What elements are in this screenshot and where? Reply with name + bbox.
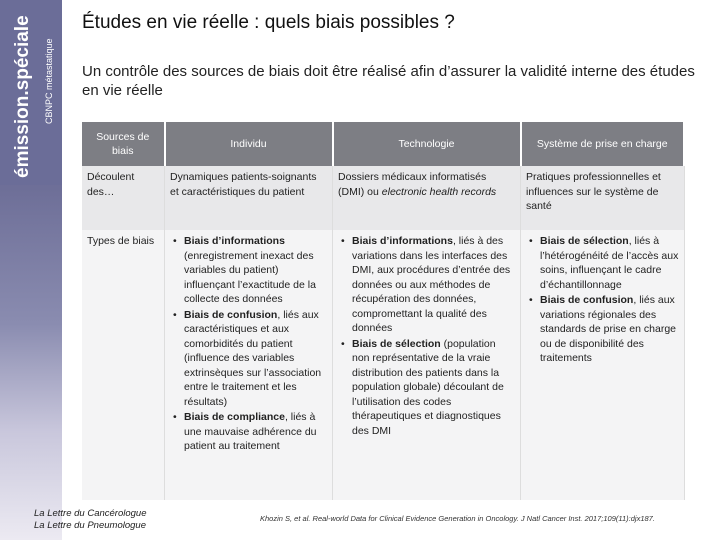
bias-description: , liés aux caractéristiques et aux comorbidités du patient (influence des variables extrinsèques sur l’association entre le traitement et les résultats) bbox=[184, 308, 322, 408]
bias-list bbox=[338, 234, 515, 438]
header-technologie: Technologie bbox=[333, 122, 521, 166]
list-item bbox=[526, 293, 679, 366]
cell-text: Dossiers médicaux informatisés (DMI) ou bbox=[338, 171, 487, 198]
cell-technologie bbox=[333, 166, 521, 230]
bias-list bbox=[170, 234, 327, 454]
cell-text-italic: electronic health records bbox=[381, 185, 497, 198]
list-item bbox=[170, 410, 327, 454]
table-header-row bbox=[82, 122, 684, 166]
bias-description: , liés à des variations dans les interfaces des DMI, aux procédures d’entrée des données ou aux méthodes de récupération des données, compromettant la qualité des données bbox=[352, 235, 511, 334]
bias-name: Biais de confusion bbox=[184, 308, 278, 321]
row-label: Découlent des… bbox=[82, 166, 165, 230]
cell-systeme: Pratiques professionnelles et influences sur le système de santé bbox=[521, 166, 685, 230]
table-row bbox=[82, 230, 684, 500]
page-subtitle: Un contrôle des sources de biais doit être réalisé afin d’assurer la validité interne des études en vie réelle bbox=[82, 63, 695, 99]
header-systeme: Système de prise en charge bbox=[521, 122, 685, 166]
cell-individu: Dynamiques patients-soignants et caractéristiques du patient bbox=[165, 166, 333, 230]
cell-technologie bbox=[333, 230, 521, 500]
svg-text:CBNPC métastatique: CBNPC métastatique bbox=[44, 38, 54, 124]
bias-description: , liés à une mauvaise adhérence du patient au traitement bbox=[184, 411, 317, 452]
bias-list bbox=[526, 234, 679, 366]
page-title: Études en vie réelle : quels biais possibles ? bbox=[82, 12, 455, 33]
bias-name: Biais de sélection bbox=[540, 235, 629, 247]
footer-reference: Khozin S, et al. Real-world Data for Clinical Evidence Generation in Oncology. J Natl Cancer Inst. 2017;109(11):djx187. bbox=[260, 514, 655, 523]
list-item bbox=[170, 308, 327, 410]
bias-name: Biais de confusion bbox=[540, 294, 634, 306]
header-individu: Individu bbox=[165, 122, 333, 166]
list-item bbox=[170, 234, 327, 307]
list-item bbox=[338, 337, 515, 439]
footer-publications bbox=[34, 508, 147, 532]
publication-name: La Lettre du Cancérologue bbox=[34, 508, 147, 519]
bias-table bbox=[82, 122, 685, 500]
table-row bbox=[82, 166, 684, 230]
sidebar-decoration bbox=[0, 0, 62, 540]
brand-logo bbox=[4, 6, 58, 181]
cell-systeme bbox=[521, 230, 685, 500]
cell-individu bbox=[165, 230, 333, 500]
row-label: Types de biais bbox=[82, 230, 165, 500]
bias-name: Biais de compliance bbox=[184, 411, 285, 423]
svg-text:émission.spéciale: émission.spéciale bbox=[12, 15, 33, 178]
bias-name: Biais d’informations bbox=[184, 235, 285, 247]
list-item bbox=[338, 234, 515, 336]
bias-description: , liés à l’hétérogénéité de l’accès aux soins, influençant le cadre d’échantillonnage bbox=[540, 235, 679, 291]
bias-name: Biais de sélection bbox=[352, 337, 441, 350]
header-sources: Sources de biais bbox=[82, 122, 165, 166]
bias-name: Biais d’informations bbox=[352, 235, 453, 247]
bias-description: , liés aux variations régionales des standards de prise en charge ou de disponibilité des traitements bbox=[540, 294, 677, 364]
bias-description: (population non représentative de la vraie distribution des patients dans la population globale) découlant de l’utilisation des codes thérapeutiques et diagnostiques des DMI bbox=[352, 337, 504, 437]
publication-name: La Lettre du Pneumologue bbox=[34, 520, 146, 531]
list-item bbox=[526, 234, 679, 292]
bias-description: (enregistrement inexact des variables du patient) influençant l’exactitude de la collecte des données bbox=[184, 249, 316, 305]
